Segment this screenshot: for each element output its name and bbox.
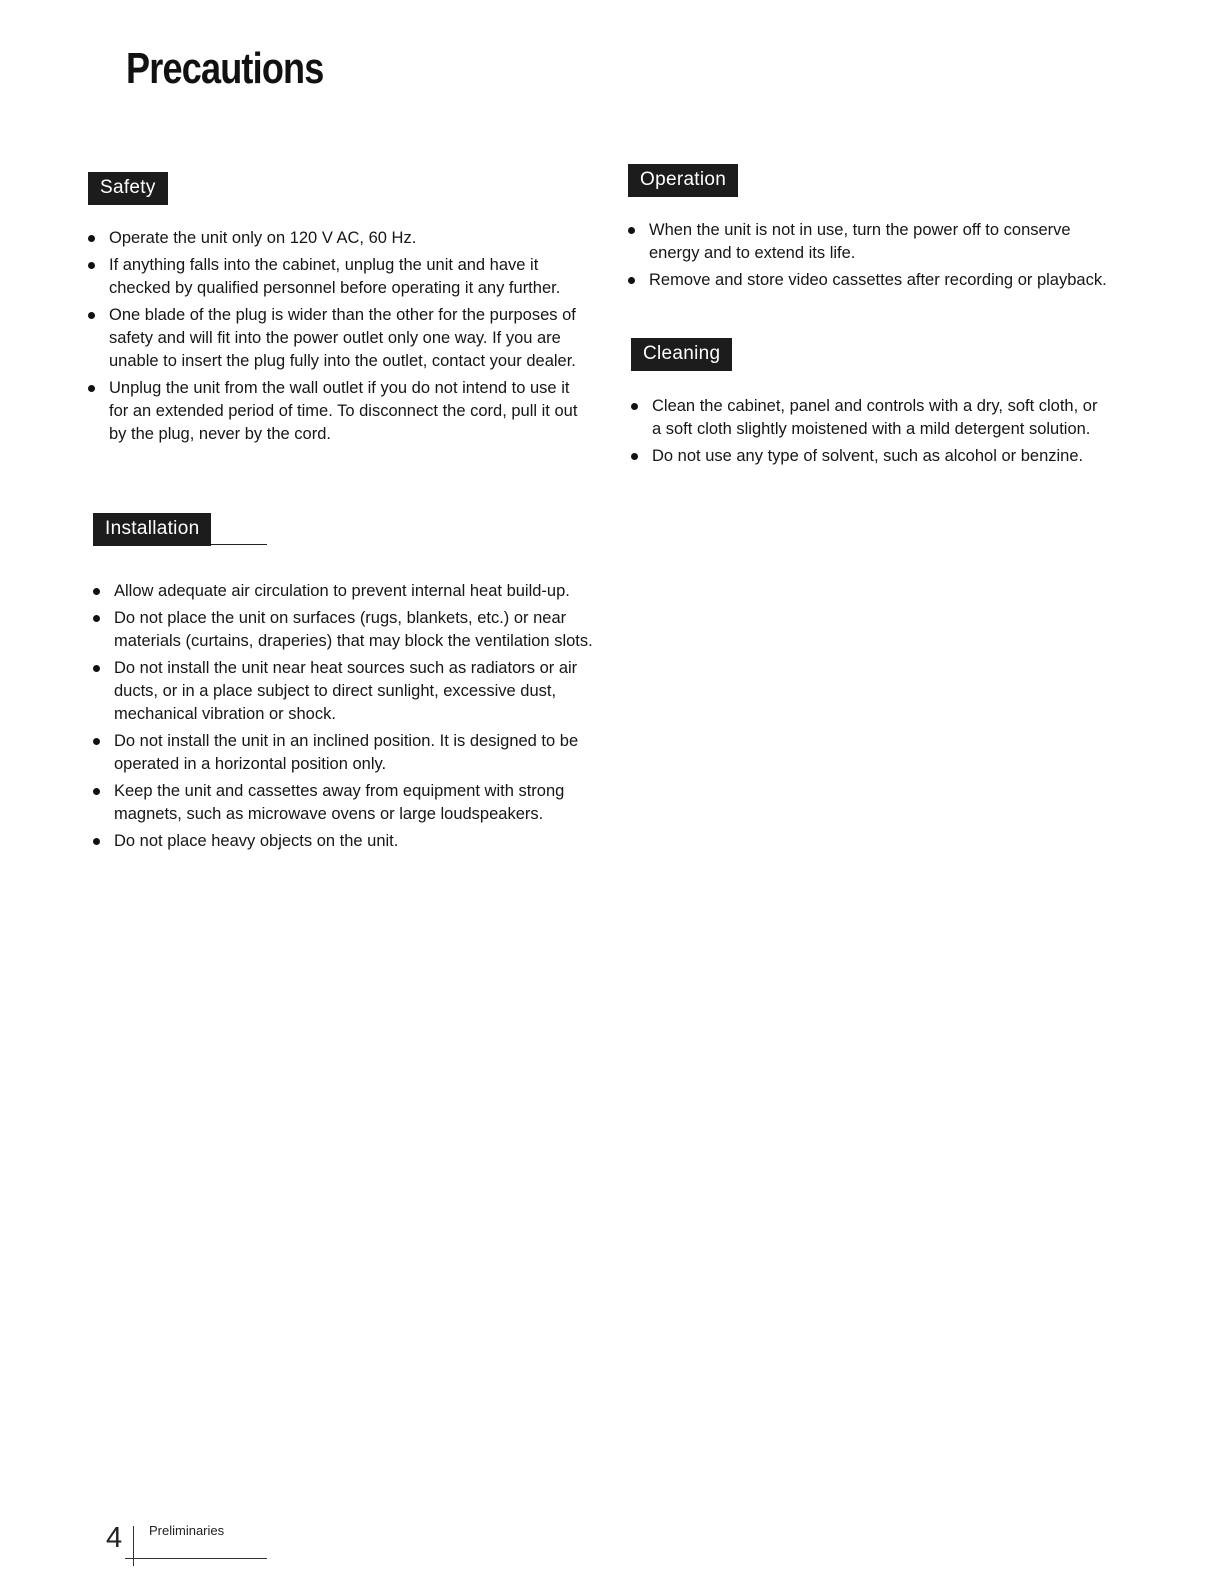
operation-list (628, 219, 1118, 292)
cleaning-list (631, 395, 1111, 468)
section-safety (88, 172, 588, 450)
bullet-icon (93, 588, 100, 595)
list-item (93, 657, 593, 726)
list-item (88, 377, 588, 446)
list-item (88, 304, 588, 373)
list-item-text: Unplug the unit from the wall outlet if you do not intend to use it for an extended period of time. To disconnect the cord, pull it out by the plug, never by the cord. (109, 379, 578, 443)
list-item-text: Do not install the unit in an inclined position. It is designed to be operated in a horizontal position only. (114, 732, 579, 773)
bullet-icon (88, 262, 95, 269)
list-item-text: Allow adequate air circulation to prevent internal heat build-up. (114, 582, 570, 600)
list-item-text: If anything falls into the cabinet, unplug the unit and have it checked by qualified personnel before operating it any further. (109, 256, 561, 297)
bullet-icon (88, 385, 95, 392)
list-item (93, 830, 593, 853)
bullet-icon (93, 838, 100, 845)
section-heading-operation: Operation (628, 164, 738, 197)
list-item-text: One blade of the plug is wider than the other for the purposes of safety and will fit into the power outlet only one way. If you are unable to insert the plug fully into the outlet, contact your dealer. (109, 306, 576, 370)
list-item-text: Operate the unit only on 120 V AC, 60 Hz. (109, 229, 417, 247)
section-installation (93, 513, 593, 857)
page-footer (106, 1520, 276, 1570)
safety-list (88, 227, 588, 446)
section-heading-cleaning: Cleaning (631, 338, 732, 371)
footer-section-label: Preliminaries (149, 1523, 225, 1538)
list-item-text: Do not use any type of solvent, such as alcohol or benzine. (652, 447, 1084, 465)
list-item-text: Do not install the unit near heat sources such as radiators or air ducts, or in a place subject to direct sunlight, excessive dust, mechanical vibration or shock. (114, 659, 578, 723)
bullet-icon (631, 403, 638, 410)
list-item (93, 730, 593, 776)
list-item (93, 780, 593, 826)
heading-rule (211, 544, 267, 545)
bullet-icon (93, 615, 100, 622)
list-item (88, 254, 588, 300)
footer-divider (133, 1526, 134, 1566)
footer-rule (125, 1558, 267, 1559)
list-item (93, 607, 593, 653)
list-item (631, 395, 1111, 441)
list-item-text: When the unit is not in use, turn the power off to conserve energy and to extend its life. (649, 221, 1071, 262)
list-item (631, 445, 1111, 468)
list-item-text: Do not place the unit on surfaces (rugs, blankets, etc.) or near materials (curtains, draperies) that may block the ventilation slots. (114, 609, 593, 650)
installation-list (93, 580, 593, 853)
bullet-icon (88, 235, 95, 242)
list-item-text: Remove and store video cassettes after recording or playback. (649, 271, 1107, 289)
section-heading-installation: Installation (93, 513, 211, 546)
list-item (93, 580, 593, 603)
list-item-text: Clean the cabinet, panel and controls with a dry, soft cloth, or a soft cloth slightly moistened with a mild detergent solution. (652, 397, 1098, 438)
list-item (88, 227, 588, 250)
bullet-icon (93, 788, 100, 795)
bullet-icon (93, 738, 100, 745)
list-item-text: Keep the unit and cassettes away from equipment with strong magnets, such as microwave ovens or large loudspeakers. (114, 782, 565, 823)
list-item (628, 219, 1118, 265)
list-item (628, 269, 1118, 292)
bullet-icon (93, 665, 100, 672)
page-title: Precautions (126, 44, 324, 93)
section-operation (628, 164, 1118, 296)
bullet-icon (631, 453, 638, 460)
page-number: 4 (106, 1522, 123, 1554)
list-item-text: Do not place heavy objects on the unit. (114, 832, 399, 850)
bullet-icon (628, 277, 635, 284)
bullet-icon (88, 312, 95, 319)
section-cleaning (631, 338, 1111, 472)
bullet-icon (628, 227, 635, 234)
section-heading-safety: Safety (88, 172, 168, 205)
